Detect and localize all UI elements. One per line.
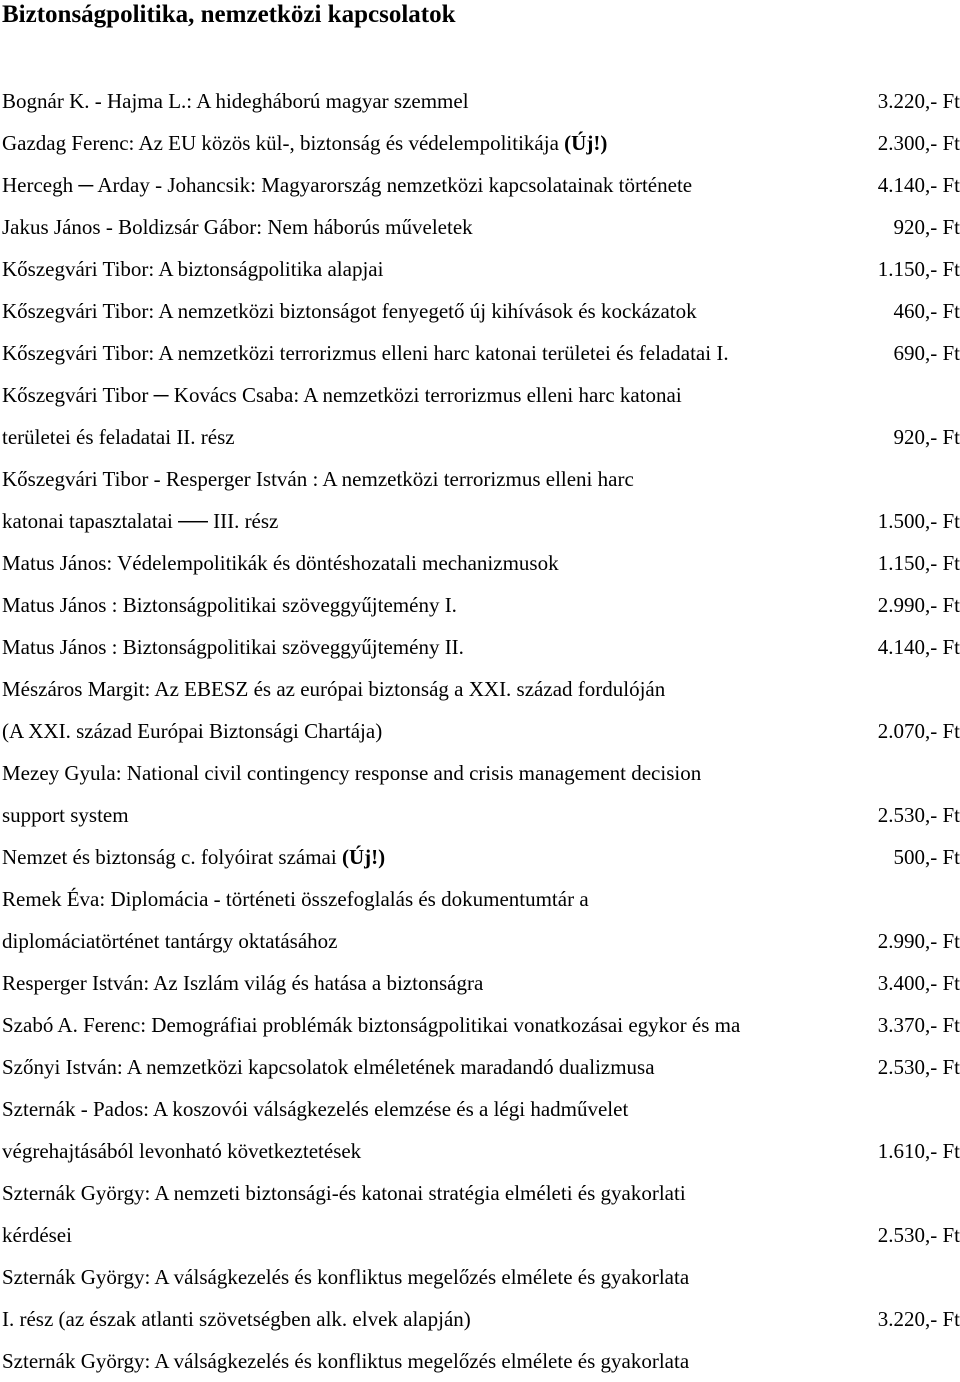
book-title-text: Kőszegvári Tibor: A nemzetközi terrorizmus elleni harc katonai területei és feladatai I. [2,341,729,365]
book-price: 1.150,- Ft [876,248,960,290]
book-price: 920,- Ft [891,206,960,248]
book-title-line [0,164,960,206]
book-title-line [0,878,960,920]
book-title-line [0,1172,960,1214]
book-list [0,80,960,1382]
book-price: 3.370,- Ft [876,1004,960,1046]
book-price: 500,- Ft [891,836,960,878]
book-entry [0,1172,960,1256]
book-title-text: Gazdag Ferenc: Az EU közös kül-, biztonság és védelempolitikája [2,131,565,155]
book-title-line [0,458,960,500]
book-entry [0,668,960,752]
book-title-line [0,836,960,878]
book-price: 690,- Ft [891,332,960,374]
book-title-continuation [0,1214,960,1256]
book-entry [0,1340,960,1382]
book-title-line [0,80,960,122]
book-title-line [0,752,960,794]
book-title-text: Szabó A. Ferenc: Demográfiai problémák biztonságpolitikai vonatkozásai egykor és ma [2,1013,741,1037]
book-entry [0,1004,960,1046]
book-entry [0,542,960,584]
new-badge: (Új!) [341,845,386,869]
book-price: 4.140,- Ft [876,626,960,668]
book-entry [0,1046,960,1088]
book-title-continuation [0,794,960,836]
new-badge: (Új!) [564,131,608,155]
book-price: 2.070,- Ft [876,710,960,752]
book-price: 1.150,- Ft [876,542,960,584]
book-price: 1.610,- Ft [876,1130,960,1172]
book-price: 3.400,- Ft [876,962,960,1004]
book-title-continuation [0,1298,960,1340]
book-title-text: Jakus János - Boldizsár Gábor: Nem háborús műveletek [2,215,473,239]
book-title-line [0,626,960,668]
book-title-continuation [0,416,960,458]
book-entry [0,962,960,1004]
book-price: 3.220,- Ft [876,80,960,122]
book-title-text: Remek Éva: Diplomácia - történeti összefoglalás és dokumentumtár a [2,887,589,911]
book-title-text: katonai tapasztalatai ── III. rész [2,509,279,533]
book-entry [0,584,960,626]
book-entry [0,626,960,668]
book-title-line [0,542,960,584]
book-title-text: Hercegh ─ Arday - Johancsik: Magyarország nemzetközi kapcsolatainak története [2,173,693,197]
book-entry [0,206,960,248]
book-title-text: területei és feladatai II. rész [2,425,235,449]
section-title: Biztonságpolitika, nemzetközi kapcsolatok [2,1,456,28]
book-title-text: Kőszegvári Tibor ─ Kovács Csaba: A nemzetközi terrorizmus elleni harc katonai [2,383,682,407]
book-title-line [0,206,960,248]
book-title-line [0,374,960,416]
book-title-text: Nemzet és biztonság c. folyóirat számai [2,845,342,869]
book-title-text: Matus János : Biztonságpolitikai szöveggyűjtemény II. [2,635,464,659]
book-title-text: Szőnyi István: A nemzetközi kapcsolatok elméletének maradandó dualizmusa [2,1055,655,1079]
book-price: 2.530,- Ft [876,794,960,836]
book-title-text: Szternák György: A nemzeti biztonsági-és katonai stratégia elméleti és gyakorlati [2,1181,686,1205]
book-title-text: Resperger István: Az Iszlám világ és hatása a biztonságra [2,971,484,995]
book-title-text: support system [2,803,129,827]
book-title-text: Szternák - Pados: A koszovói válságkezelés elemzése és a légi hadművelet [2,1097,629,1121]
book-title-continuation [0,1130,960,1172]
book-price: 2.530,- Ft [876,1046,960,1088]
book-title-line [0,332,960,374]
book-price: 460,- Ft [891,290,960,332]
book-title-line [0,248,960,290]
book-title-text: Szternák György: A válságkezelés és konfliktus megelőzés elmélete és gyakorlata [2,1265,690,1289]
book-title-text: Kőszegvári Tibor: A nemzetközi biztonságot fenyegető új kihívások és kockázatok [2,299,697,323]
book-price: 920,- Ft [891,416,960,458]
book-price: 2.530,- Ft [876,1214,960,1256]
book-entry [0,248,960,290]
book-entry [0,1256,960,1340]
book-title-text: Kőszegvári Tibor: A biztonságpolitika alapjai [2,257,384,281]
book-title-text: Mezey Gyula: National civil contingency response and crisis management decision [2,761,702,785]
book-title-line [0,1046,960,1088]
book-title-text: diplomáciatörténet tantárgy oktatásához [2,929,338,953]
book-entry [0,1088,960,1172]
book-entry [0,332,960,374]
book-title-text: I. rész (az észak atlanti szövetségben alk. elvek alapján) [2,1307,471,1331]
book-price: 3.220,- Ft [876,1298,960,1340]
book-entry [0,80,960,122]
book-title-text: végrehajtásából levonható következtetések [2,1139,362,1163]
book-price: 2.990,- Ft [876,920,960,962]
book-title-text: Szternák György: A válságkezelés és konfliktus megelőzés elmélete és gyakorlata [2,1349,690,1373]
book-title-continuation [0,710,960,752]
book-entry [0,458,960,542]
book-title-text: Kőszegvári Tibor - Resperger István : A nemzetközi terrorizmus elleni harc [2,467,634,491]
book-price: 2.300,- Ft [876,122,960,164]
book-entry [0,122,960,164]
book-title-text: Matus János : Biztonságpolitikai szöveggyűjtemény I. [2,593,457,617]
book-title-line [0,290,960,332]
book-entry [0,752,960,836]
book-title-line [0,1088,960,1130]
book-entry [0,878,960,962]
book-entry [0,374,960,458]
book-title-line [0,584,960,626]
book-price: 2.990,- Ft [876,584,960,626]
book-title-line [0,962,960,1004]
book-title-continuation [0,920,960,962]
book-title-line [0,122,960,164]
book-title-continuation [0,500,960,542]
book-entry [0,164,960,206]
book-title-text: kérdései [2,1223,72,1247]
book-title-line [0,668,960,710]
book-entry [0,836,960,878]
book-title-line [0,1340,960,1382]
book-title-line [0,1004,960,1046]
book-title-text: (A XXI. század Európai Biztonsági Chartája) [2,719,383,743]
book-title-text: Mészáros Margit: Az EBESZ és az európai biztonság a XXI. század fordulóján [2,677,666,701]
book-price: 4.140,- Ft [876,164,960,206]
book-title-text: Matus János: Védelempolitikák és döntéshozatali mechanizmusok [2,551,559,575]
book-entry [0,290,960,332]
book-price: 1.500,- Ft [876,500,960,542]
book-title-line [0,1256,960,1298]
book-title-text: Bognár K. - Hajma L.: A hidegháború magyar szemmel [2,89,469,113]
